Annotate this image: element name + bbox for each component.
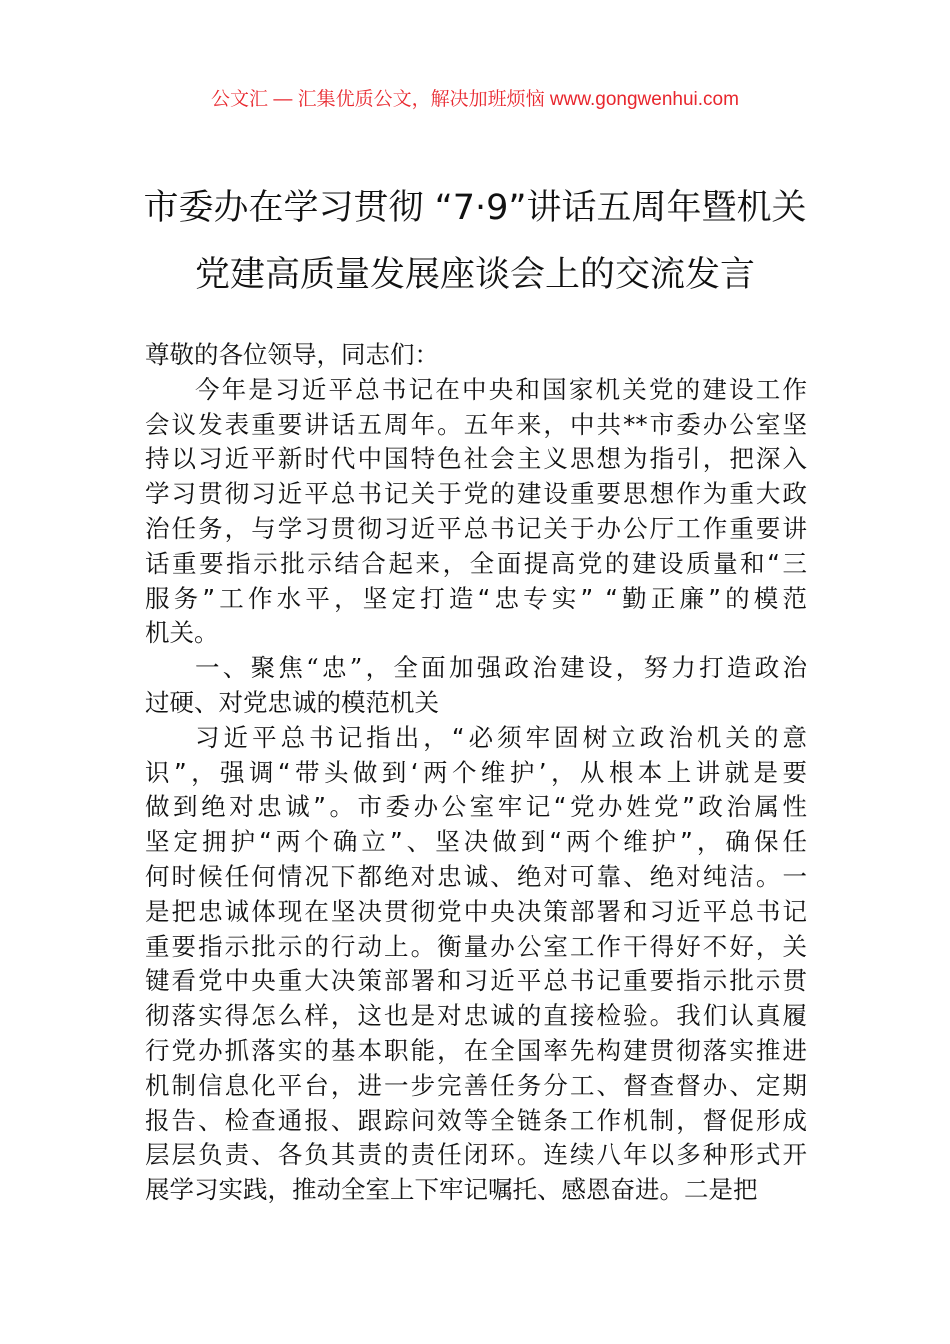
text-line: 服务”工作水平，坚定打造“忠专实” “勤正廉”的模范 — [145, 583, 807, 613]
text-line: 做到绝对忠诚”。市委办公室牢记“党办姓党”政治属性 — [145, 792, 807, 822]
text-line: 话重要指示批示结合起来，全面提高党的建设质量和“三 — [145, 548, 807, 578]
paragraph — [145, 373, 807, 651]
text-line: 重要指示批示的行动上。衡量办公室工作干得好不好，关 — [145, 931, 807, 961]
document-title-line-1: 市委办在学习贯彻 “7·9”讲话五周年暨机关 — [143, 188, 807, 228]
text-line: 坚定拥护“两个确立”、坚决做到“两个维护”，确保任 — [145, 827, 807, 857]
text-line: 会议发表重要讲话五周年。五年来，中共**市委办公室坚 — [145, 409, 807, 439]
text-line: 彻落实得怎么样，这也是对忠诚的直接检验。我们认真履 — [145, 1001, 807, 1031]
text-line: 过硬、对党忠诚的模范机关 — [145, 687, 439, 717]
text-line: 治任务，与学习贯彻习近平总书记关于办公厅工作重要讲 — [145, 513, 807, 543]
document-title-line-2: 党建高质量发展座谈会上的交流发言 — [194, 255, 755, 295]
text-line: 识”，强调“带头做到‘两个维护’，从根本上讲就是要 — [145, 757, 807, 787]
text-line: 行党办抓落实的基本职能，在全国率先构建贯彻落实推进 — [145, 1035, 807, 1065]
text-line: 学习贯彻习近平总书记关于党的建设重要思想作为重大政 — [145, 479, 807, 509]
paragraph — [145, 721, 807, 1208]
text-line: 何时候任何情况下都绝对忠诚、绝对可靠、绝对纯洁。一 — [145, 861, 807, 891]
text-line: 机关。 — [145, 618, 219, 648]
text-line: 层层负责、各负其责的责任闭环。连续八年以多种形式开 — [145, 1140, 807, 1170]
text-line: 报告、检查通报、跟踪问效等全链条工作机制，督促形成 — [145, 1105, 807, 1135]
salutation: 尊敬的各位领导，同志们： — [145, 340, 439, 369]
watermark-banner: 公文汇 — 汇集优质公文，解决加班烦恼 www.gongwenhui.com — [211, 89, 739, 110]
text-line: 一、聚焦“忠”，全面加强政治建设，努力打造政治 — [195, 653, 807, 683]
text-line: 键看党中央重大决策部署和习近平总书记重要指示批示贯 — [145, 966, 807, 996]
text-line: 今年是习近平总书记在中央和国家机关党的建设工作 — [195, 374, 807, 404]
text-line: 展学习实践，推动全室上下牢记嘱托、感恩奋进。二是把 — [145, 1175, 758, 1205]
text-line: 是把忠诚体现在坚决贯彻党中央决策部署和习近平总书记 — [145, 896, 807, 926]
section-heading — [145, 651, 807, 721]
document-body — [145, 338, 807, 1208]
text-line: 习近平总书记指出，“必须牢固树立政治机关的意 — [195, 722, 807, 752]
text-line: 机制信息化平台，进一步完善任务分工、督查督办、定期 — [145, 1070, 807, 1100]
text-line: 持以习近平新时代中国特色社会主义思想为指引，把深入 — [145, 444, 807, 474]
